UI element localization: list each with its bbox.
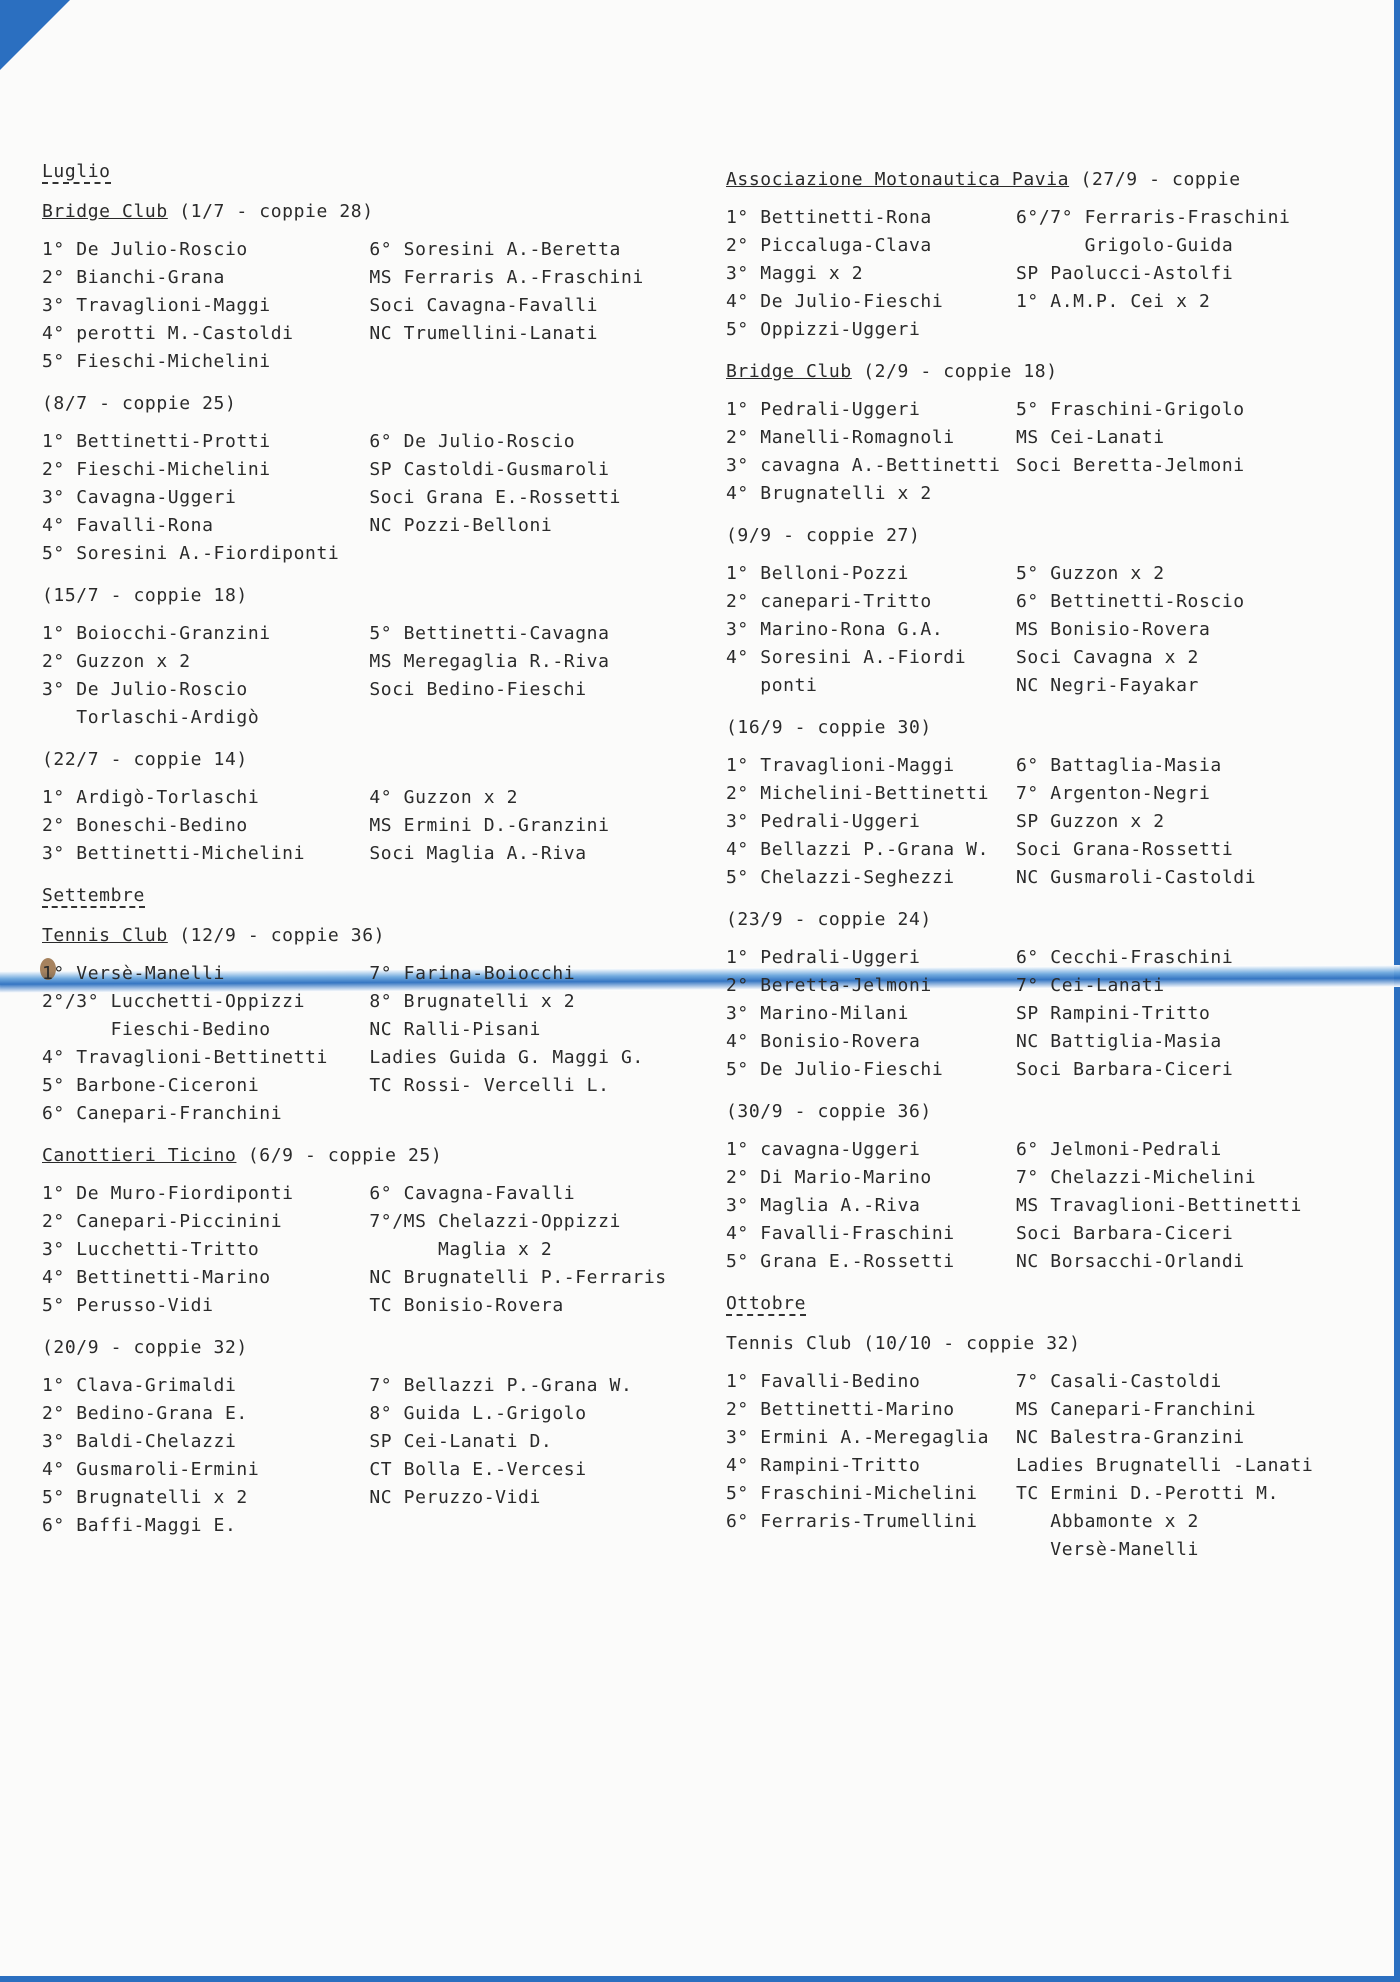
result-right: Grigolo-Guida (1016, 235, 1234, 256)
result-left: 3° Travaglioni-Maggi (42, 295, 271, 316)
club-name: Associazione Motonautica Pavia (726, 169, 1070, 190)
result-row (726, 1056, 1366, 1084)
result-right: 6° Cecchi-Fraschini (1016, 947, 1234, 968)
result-left: 2° Di Mario-Marino (726, 1167, 932, 1188)
result-left: 4° Favalli-Fraschini (726, 1223, 955, 1244)
event-date-heading: (9/9 - coppie 27) (726, 525, 921, 546)
results-list (42, 1372, 682, 1540)
results-list (726, 396, 1366, 508)
result-row (42, 1484, 682, 1512)
result-right: TC Ermini D.-Perotti M. (1016, 1483, 1280, 1504)
result-row (726, 1028, 1366, 1056)
result-row (42, 620, 682, 648)
results-list (726, 752, 1366, 892)
result-left: 1° De Julio-Roscio (42, 239, 248, 260)
result-left: 3° Maggi x 2 (726, 263, 864, 284)
result-row (726, 1192, 1366, 1220)
club-date-info: (10/10 - coppie 32) (863, 1333, 1081, 1354)
result-right: MS Canepari-Franchini (1016, 1399, 1257, 1420)
result-row (726, 560, 1366, 588)
result-right: SP Paolucci-Astolfi (1016, 263, 1234, 284)
club-name: Bridge Club (726, 361, 852, 382)
result-row (42, 1072, 682, 1100)
result-right: NC Ralli-Pisani (369, 1019, 541, 1040)
results-list (726, 204, 1366, 344)
result-right: Versè-Manelli (1016, 1539, 1199, 1560)
result-left: 3° Cavagna-Uggeri (42, 487, 237, 508)
result-right: 6° Cavagna-Favalli (369, 1183, 576, 1204)
result-row (42, 1372, 682, 1400)
result-row (726, 1452, 1366, 1480)
result-row (726, 232, 1366, 260)
result-row (726, 1164, 1366, 1192)
result-right: Soci Maglia A.-Riva (369, 843, 587, 864)
result-row (42, 456, 682, 484)
result-right: MS Cei-Lanati (1016, 427, 1165, 448)
result-right: MS Ermini D.-Granzini (369, 815, 610, 836)
club-date-info: (2/9 - coppie 18) (863, 361, 1058, 382)
result-row (42, 1456, 682, 1484)
month-label: Ottobre (726, 1293, 807, 1314)
result-left (726, 1536, 1016, 1564)
result-right: 8° Brugnatelli x 2 (369, 991, 576, 1012)
result-left: 3° Bettinetti-Michelini (42, 843, 306, 864)
event-date-heading: (30/9 - coppie 36) (726, 1101, 932, 1122)
results-list (42, 784, 682, 868)
result-left: 1° Ardigò-Torlaschi (42, 787, 260, 808)
club-heading (726, 1330, 1366, 1358)
result-left: 1° Bettinetti-Protti (42, 431, 271, 452)
result-right: 7° Bellazzi P.-Grana W. (369, 1375, 633, 1396)
event-date-heading: (16/9 - coppie 30) (726, 717, 932, 738)
club-name: Bridge Club (42, 201, 168, 222)
result-left: 2° Guzzon x 2 (42, 651, 191, 672)
results-list (42, 1180, 682, 1320)
event-date-heading: (20/9 - coppie 32) (42, 1337, 248, 1358)
result-left: 4° Travaglioni-Bettinetti (42, 1047, 328, 1068)
club-heading (42, 922, 682, 950)
result-right: 8° Guida L.-Grigolo (369, 1403, 587, 1424)
result-left: 5° Grana E.-Rossetti (726, 1251, 955, 1272)
result-row (726, 1536, 1366, 1564)
result-left: 4° Soresini A.-Fiordi (726, 647, 967, 668)
result-left: 1° Travaglioni-Maggi (726, 755, 955, 776)
result-left: 1° De Muro-Fiordiponti (42, 1183, 294, 1204)
event-date-heading: (22/7 - coppie 14) (42, 749, 248, 770)
result-left: 3° Lucchetti-Tritto (42, 1239, 260, 1260)
result-left: 3° Pedrali-Uggeri (726, 811, 921, 832)
result-row (726, 616, 1366, 644)
result-left: 4° Bellazzi P.-Grana W. (726, 839, 990, 860)
result-right: 6° Jelmoni-Pedrali (1016, 1139, 1222, 1160)
result-row (42, 292, 682, 320)
result-row (726, 288, 1366, 316)
result-row (42, 264, 682, 292)
result-right: NC Brugnatelli P.-Ferraris (369, 1267, 667, 1288)
result-row (42, 484, 682, 512)
result-right: Soci Cavagna-Favalli (369, 295, 599, 316)
result-right: 7° Argenton-Negri (1016, 783, 1211, 804)
result-right: 1° A.M.P. Cei x 2 (1016, 291, 1211, 312)
result-row (42, 988, 682, 1016)
result-right: SP Cei-Lanati D. (369, 1431, 553, 1452)
result-left: 2° Boneschi-Bedino (42, 815, 248, 836)
result-left: 1° cavagna-Uggeri (726, 1139, 921, 1160)
result-row (726, 316, 1366, 344)
result-row (726, 644, 1366, 672)
month-heading (42, 158, 682, 186)
result-left: 3° Ermini A.-Meregaglia (726, 1427, 990, 1448)
result-right: 5° Fraschini-Grigolo (1016, 399, 1245, 420)
result-right: 6° De Julio-Roscio (369, 431, 576, 452)
result-left: 1° Clava-Grimaldi (42, 1375, 237, 1396)
result-left: 2° Canepari-Piccinini (42, 1211, 283, 1232)
club-heading (42, 1142, 682, 1170)
club-date-info: (27/9 - coppie (1080, 169, 1241, 190)
result-left: 5° Fieschi-Michelini (42, 351, 271, 372)
result-right: Soci Cavagna x 2 (1016, 647, 1199, 668)
result-row (42, 1428, 682, 1456)
result-row (42, 1512, 682, 1540)
result-row (726, 808, 1366, 836)
result-row (42, 1208, 682, 1236)
result-right: SP Castoldi-Gusmaroli (369, 459, 610, 480)
result-left: 1° Belloni-Pozzi (726, 563, 909, 584)
club-heading (726, 166, 1366, 194)
result-right: TC Rossi- Vercelli L. (369, 1075, 610, 1096)
result-right: Soci Barbara-Ciceri (1016, 1059, 1234, 1080)
result-left: 3° Marino-Milani (726, 1003, 909, 1024)
result-row (726, 1424, 1366, 1452)
event-date-heading: (8/7 - coppie 25) (42, 393, 237, 414)
results-list (42, 960, 682, 1128)
result-row (726, 864, 1366, 892)
result-row (726, 480, 1366, 508)
result-right: Abbamonte x 2 (1016, 1511, 1199, 1532)
result-right: Ladies Brugnatelli -Lanati (1016, 1455, 1314, 1476)
result-row (726, 752, 1366, 780)
result-left: Torlaschi-Ardigò (42, 707, 260, 728)
result-row (42, 512, 682, 540)
result-left: 4° perotti M.-Castoldi (42, 323, 294, 344)
results-list (726, 944, 1366, 1084)
result-right: NC Pozzi-Belloni (369, 515, 553, 536)
result-row (42, 1044, 682, 1072)
result-row (42, 236, 682, 264)
result-left: 1° Pedrali-Uggeri (726, 399, 921, 420)
result-left: 6° Ferraris-Trumellini (726, 1511, 978, 1532)
result-left: 2° Beretta-Jelmoni (726, 975, 932, 996)
result-left: 2° Piccaluga-Clava (726, 235, 932, 256)
result-left: 3° Baldi-Chelazzi (42, 1431, 237, 1452)
month-label: Luglio (42, 161, 111, 182)
results-list (726, 560, 1366, 700)
result-left: 4° Brugnatelli x 2 (726, 483, 932, 504)
page-edge-right (1394, 0, 1400, 1982)
results-list (42, 620, 682, 732)
result-left: 2° Fieschi-Michelini (42, 459, 271, 480)
result-left: 3° De Julio-Roscio (42, 679, 248, 700)
page-edge-bottom (0, 1976, 1400, 1982)
result-row (42, 540, 682, 568)
result-left: 2° Bettinetti-Marino (726, 1399, 955, 1420)
result-left: 2° canepari-Tritto (726, 591, 932, 612)
club-date-info: (12/9 - coppie 36) (179, 925, 386, 946)
result-row (42, 348, 682, 376)
result-row (726, 972, 1366, 1000)
result-left: 4° De Julio-Fieschi (726, 291, 944, 312)
result-right: 7°/MS Chelazzi-Oppizzi (369, 1211, 621, 1232)
result-left: 1° Pedrali-Uggeri (726, 947, 921, 968)
result-row (42, 960, 682, 988)
result-row (42, 1236, 682, 1264)
result-right: Ladies Guida G. Maggi G. (369, 1047, 644, 1068)
result-right: CT Bolla E.-Vercesi (369, 1459, 587, 1480)
result-row (726, 1248, 1366, 1276)
result-row (42, 428, 682, 456)
result-row (42, 812, 682, 840)
result-right: MS Ferraris A.-Fraschini (369, 267, 644, 288)
club-heading (726, 358, 1366, 386)
page-corner-fold (0, 0, 70, 70)
result-row (726, 672, 1366, 700)
result-row (726, 1396, 1366, 1424)
result-left: 3° Maglia A.-Riva (726, 1195, 921, 1216)
result-left: 1° Versè-Manelli (42, 963, 225, 984)
result-left: 2° Michelini-Bettinetti (726, 783, 990, 804)
result-row (42, 840, 682, 868)
result-left: 1° Favalli-Bedino (726, 1371, 921, 1392)
result-left: 4° Gusmaroli-Ermini (42, 1459, 260, 1480)
results-list (42, 236, 682, 376)
result-right (369, 1100, 682, 1128)
result-left: Fieschi-Bedino (42, 1019, 271, 1040)
result-right: 4° Guzzon x 2 (369, 787, 519, 808)
club-heading (42, 198, 682, 226)
result-right: Soci Bedino-Fieschi (369, 679, 587, 700)
result-right (369, 540, 682, 568)
result-left: 5° Barbone-Ciceroni (42, 1075, 260, 1096)
result-row (726, 1220, 1366, 1248)
club-name: Canottieri Ticino (42, 1145, 237, 1166)
results-list (42, 428, 682, 568)
result-row (726, 944, 1366, 972)
result-right: Maglia x 2 (369, 1239, 553, 1260)
result-right: SP Guzzon x 2 (1016, 811, 1165, 832)
result-row (726, 1508, 1366, 1536)
result-right: NC Balestra-Granzini (1016, 1427, 1245, 1448)
result-right: Soci Grana-Rossetti (1016, 839, 1234, 860)
result-right: MS Bonisio-Rovera (1016, 619, 1211, 640)
result-row (726, 260, 1366, 288)
result-right (369, 348, 682, 376)
result-right (1016, 480, 1336, 508)
result-left: 3° Marino-Rona G.A. (726, 619, 944, 640)
club-date-info: (6/9 - coppie 25) (247, 1145, 443, 1166)
result-left: 3° cavagna A.-Bettinetti (726, 455, 1001, 476)
result-right: TC Bonisio-Rovera (369, 1295, 564, 1316)
result-right: NC Negri-Fayakar (1016, 675, 1199, 696)
result-row (42, 1292, 682, 1320)
result-right: 6° Battaglia-Masia (1016, 755, 1222, 776)
result-left: 2°/3° Lucchetti-Oppizzi (42, 991, 306, 1012)
result-right: SP Rampini-Tritto (1016, 1003, 1211, 1024)
result-left: 5° Brugnatelli x 2 (42, 1487, 248, 1508)
month-heading (42, 882, 682, 910)
results-list (726, 1368, 1366, 1564)
result-right: NC Gusmaroli-Castoldi (1016, 867, 1257, 888)
result-right: MS Travaglioni-Bettinetti (1016, 1195, 1302, 1216)
result-right: Soci Grana E.-Rossetti (369, 487, 621, 508)
result-row (726, 836, 1366, 864)
result-right: 7° Casali-Castoldi (1016, 1371, 1222, 1392)
result-row (42, 676, 682, 704)
result-left: 2° Manelli-Romagnoli (726, 427, 955, 448)
result-left: 5° Fraschini-Michelini (726, 1483, 978, 1504)
result-row (42, 704, 682, 732)
right-column (726, 158, 1366, 1578)
result-right: Soci Barbara-Ciceri (1016, 1223, 1234, 1244)
result-right: 6° Soresini A.-Beretta (369, 239, 621, 260)
club-name: Tennis Club (726, 1333, 852, 1354)
club-date-info: (1/7 - coppie 28) (179, 201, 374, 222)
result-right: 7° Cei-Lanati (1016, 975, 1165, 996)
result-row (42, 1100, 682, 1128)
left-column (42, 158, 682, 1554)
result-row (42, 1400, 682, 1428)
result-left: 6° Baffi-Maggi E. (42, 1515, 237, 1536)
result-left: 4° Favalli-Rona (42, 515, 214, 536)
result-left: ponti (726, 675, 818, 696)
result-row (726, 424, 1366, 452)
results-list (726, 1136, 1366, 1276)
result-left: 4° Bettinetti-Marino (42, 1267, 271, 1288)
result-row (42, 648, 682, 676)
result-row (726, 452, 1366, 480)
result-left: 5° De Julio-Fieschi (726, 1059, 944, 1080)
result-row (726, 1000, 1366, 1028)
result-right (369, 704, 682, 732)
result-right: Soci Beretta-Jelmoni (1016, 455, 1245, 476)
result-right: 5° Guzzon x 2 (1016, 563, 1165, 584)
result-row (726, 204, 1366, 232)
result-left: 5° Soresini A.-Fiordiponti (42, 543, 340, 564)
result-left: 2° Bedino-Grana E. (42, 1403, 248, 1424)
result-right: 6° Bettinetti-Roscio (1016, 591, 1245, 612)
month-heading (726, 1290, 1366, 1318)
result-left: 4° Rampini-Tritto (726, 1455, 921, 1476)
result-left: 4° Bonisio-Rovera (726, 1031, 921, 1052)
result-right (369, 1512, 682, 1540)
result-row (726, 1368, 1366, 1396)
result-row (726, 780, 1366, 808)
result-left: 5° Chelazzi-Seghezzi (726, 867, 955, 888)
result-row (42, 1180, 682, 1208)
result-row (726, 396, 1366, 424)
result-row (42, 1264, 682, 1292)
result-left: 2° Bianchi-Grana (42, 267, 225, 288)
result-row (726, 588, 1366, 616)
result-row (42, 320, 682, 348)
club-name: Tennis Club (42, 925, 168, 946)
result-row (42, 1016, 682, 1044)
result-left: 6° Canepari-Franchini (42, 1103, 283, 1124)
result-right: NC Peruzzo-Vidi (369, 1487, 541, 1508)
result-row (726, 1480, 1366, 1508)
event-date-heading: (23/9 - coppie 24) (726, 909, 932, 930)
result-row (42, 784, 682, 812)
result-right: MS Meregaglia R.-Riva (369, 651, 610, 672)
result-right (1016, 316, 1336, 344)
result-left: 1° Bettinetti-Rona (726, 207, 932, 228)
result-right: NC Battiglia-Masia (1016, 1031, 1222, 1052)
result-right: 7° Farina-Boiocchi (369, 963, 576, 984)
result-left: 5° Perusso-Vidi (42, 1295, 214, 1316)
event-date-heading: (15/7 - coppie 18) (42, 585, 248, 606)
result-row (726, 1136, 1366, 1164)
result-right: NC Trumellini-Lanati (369, 323, 599, 344)
result-left: 1° Boiocchi-Granzini (42, 623, 271, 644)
result-right: 6°/7° Ferraris-Fraschini (1016, 207, 1291, 228)
result-right: 5° Bettinetti-Cavagna (369, 623, 610, 644)
month-label: Settembre (42, 885, 145, 906)
result-right: 7° Chelazzi-Michelini (1016, 1167, 1257, 1188)
result-right: NC Borsacchi-Orlandi (1016, 1251, 1245, 1272)
result-left: 5° Oppizzi-Uggeri (726, 319, 921, 340)
